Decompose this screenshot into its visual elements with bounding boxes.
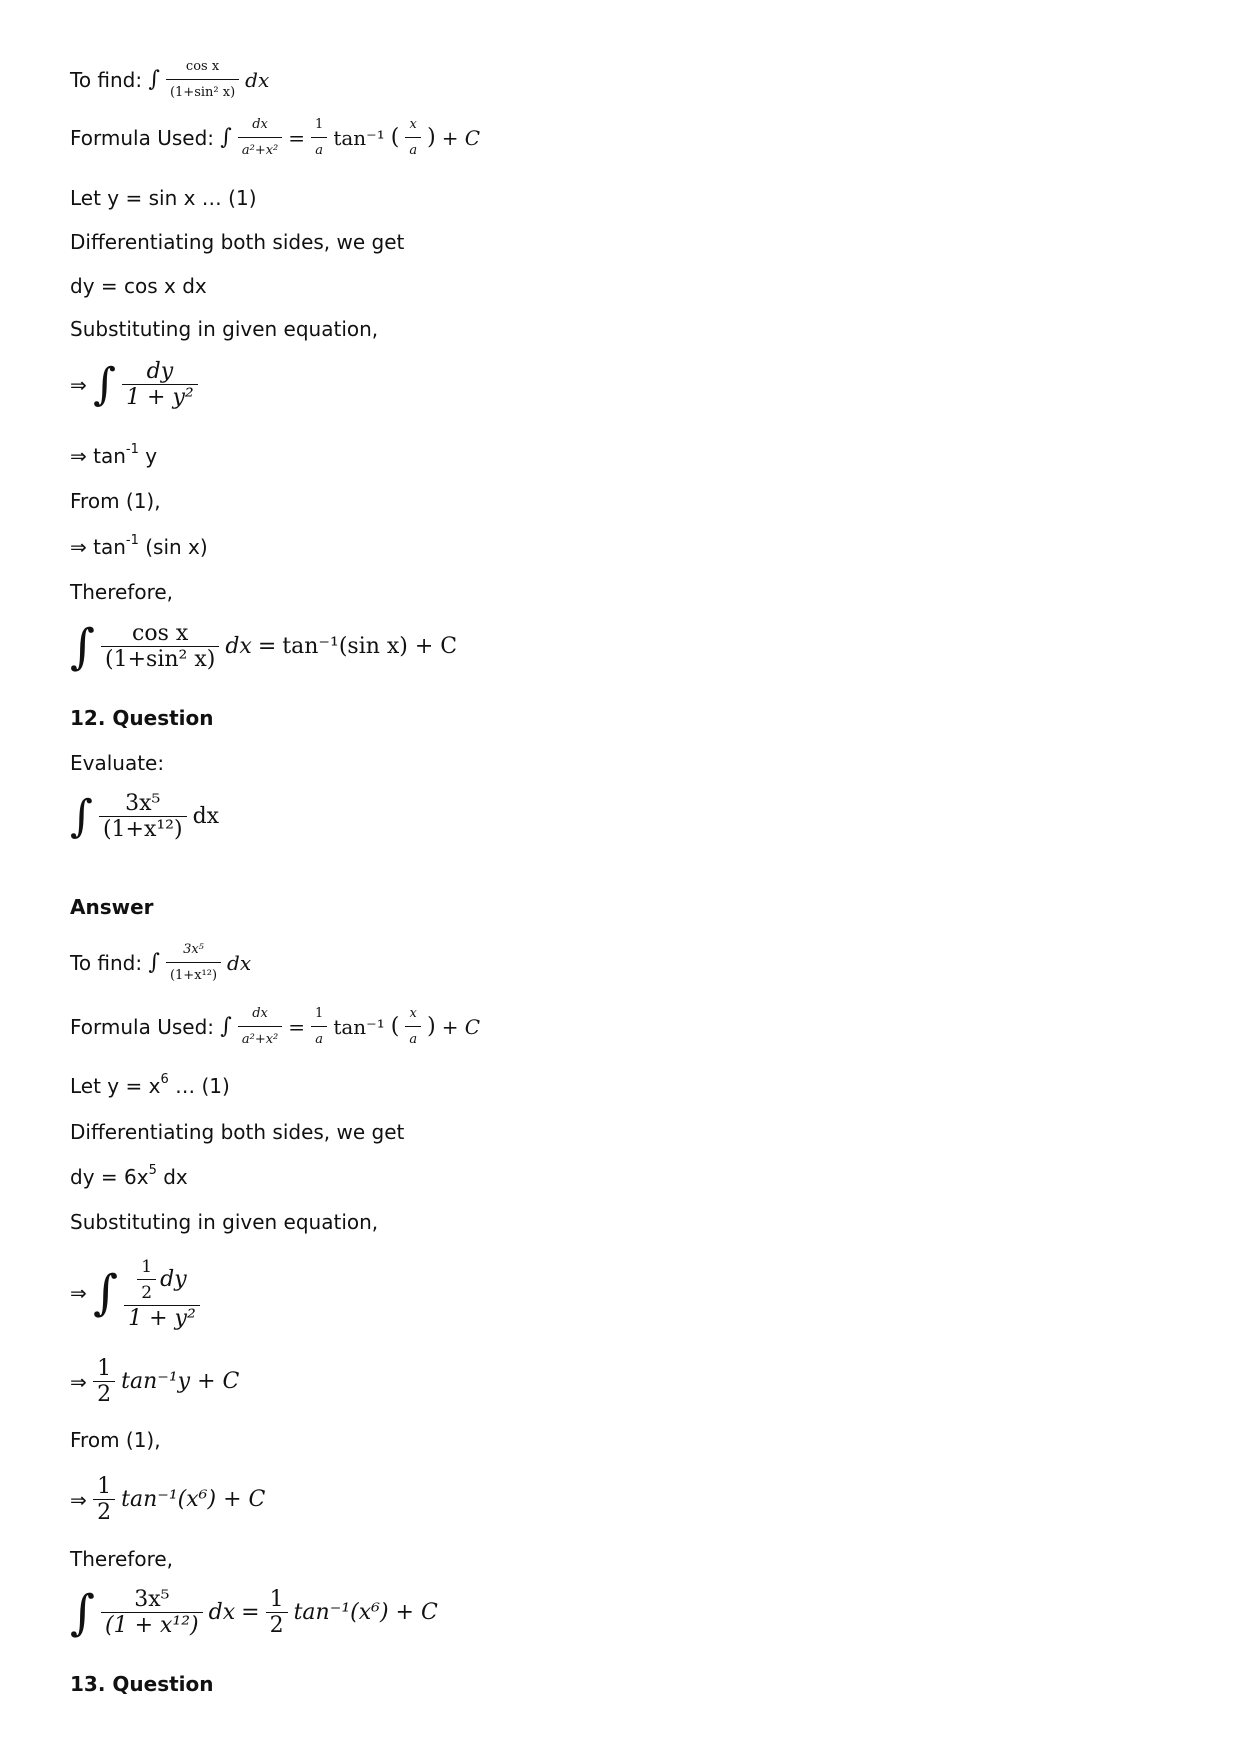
let-text: Let y = x [70,1074,161,1098]
numerator: 1 [97,1356,112,1381]
numerator: x [409,1006,417,1021]
to-find-expression-1 [148,55,269,105]
fraction [238,1002,282,1052]
implies-arrow: ⇒ [70,1281,87,1305]
differentiating-line-1: Differentiating both sides, we get [70,230,405,254]
superscript: 6 [160,1072,169,1088]
formula-label: Formula Used: [70,1015,215,1039]
to-find-line-2 [70,938,251,988]
fraction-one-over-a [311,1002,327,1052]
equals: = [257,634,277,659]
tan-text: tan [93,535,126,559]
numerator: 3x⁵ [134,1587,170,1612]
denominator: 1 + y² [122,384,198,410]
implies-arrow: ⇒ [70,373,87,397]
numerator: 1 [315,117,324,132]
expression [93,1475,265,1525]
question-13-title: 13. Question [70,1672,214,1696]
let-line-1: Let y = sin x … (1) [70,186,257,210]
integral-sign: ∫ [70,791,93,842]
step-integral-dy-1 [70,360,198,410]
plus-c: + C [441,1015,481,1039]
denominator: 2 [137,1279,156,1305]
answer-heading: Answer [70,895,154,919]
numerator [133,1255,190,1305]
numerator: 1 [269,1587,284,1612]
half-fraction [137,1255,156,1305]
dx: dx [208,1600,236,1625]
close-paren: ) [427,1014,436,1039]
expression [70,1585,438,1641]
formula-line-1 [70,113,480,163]
equals: = [288,126,306,150]
fraction [166,938,221,988]
tan-inverse-x6-c: tan⁻¹(x⁶) + C [121,1487,266,1512]
open-paren: ( [390,1014,400,1039]
to-find-label: To find: [70,951,143,975]
result-rhs: tan⁻¹(x⁶) + C [293,1600,438,1625]
equals: = [288,1015,306,1039]
to-find-line-1 [70,55,269,105]
numerator: 3x⁵ [183,942,204,957]
let-tail: … (1) [168,1074,230,1098]
numerator: 1 [141,1257,153,1277]
half-fraction [93,1475,115,1525]
fraction [166,55,239,105]
formula-expression-1 [220,113,480,163]
numerator: 1 [315,1006,324,1021]
dx: dx [227,951,252,975]
denominator: (1+sin² x) [101,646,219,672]
equals: = [241,1600,260,1625]
substituting-line-1: Substituting in given equation, [70,317,379,341]
denominator: a [405,137,421,163]
implies-arrow: ⇒ [70,535,87,559]
result-rhs: tan⁻¹(sin x) + C [282,634,458,659]
evaluate-label: Evaluate: [70,751,165,775]
integral-sign: ∫ [220,125,232,150]
tan-text: tan [93,444,126,468]
to-find-label: To find: [70,68,143,92]
formula-label: Formula Used: [70,126,215,150]
denominator: a [405,1026,421,1052]
integral-sign: ∫ [70,1585,96,1641]
fraction-one-over-a [311,113,327,163]
denominator: a²+x² [238,137,282,163]
denominator: 1 + y² [124,1305,200,1331]
numerator: dx [252,1006,268,1021]
fraction [101,1588,203,1638]
integral-sign: ∫ [93,359,117,410]
formula-line-2 [70,1002,480,1052]
denominator: (1+sin² x) [166,79,239,105]
fraction [124,1255,200,1331]
to-find-expression-2 [148,938,251,988]
dy-tail: dx [156,1165,188,1189]
denominator: a [311,1026,327,1052]
dx: dx [245,68,270,92]
plus-c: + C [441,126,481,150]
denominator: (1+x¹²) [166,962,221,988]
numerator: 1 [97,1474,112,1499]
fraction [238,113,282,163]
half-fraction [266,1588,288,1638]
implies-arrow: ⇒ [70,1488,87,1512]
tan-inverse-sinx-line [70,535,208,559]
numerator: cos x [185,59,220,74]
integral-sign: ∫ [70,619,96,675]
expression [70,619,458,675]
numerator: x [409,117,417,132]
fraction-x-over-a [405,1002,421,1052]
dy-line-1: dy = cos x dx [70,274,207,298]
substituting-line-2: Substituting in given equation, [70,1210,379,1234]
expression [93,360,198,410]
tan-inverse: tan⁻¹ [333,1015,385,1039]
tan-inverse: tan⁻¹ [333,126,385,150]
denominator: 2 [93,1381,115,1407]
step-integral-half-dy [70,1255,200,1331]
expression [70,792,219,842]
close-paren: ) [427,125,436,150]
integral-sign: ∫ [148,950,160,975]
fraction-x-over-a [405,113,421,163]
open-paren: ( [390,125,400,150]
superscript: -1 [125,442,139,458]
denominator: (1+x¹²) [99,816,187,842]
half-fraction [93,1357,115,1407]
dy: dy [160,1267,187,1292]
fraction [101,622,219,672]
superscript: 5 [148,1163,157,1179]
fraction [99,792,187,842]
expression [93,1255,200,1331]
result-equation-1 [70,619,458,675]
dy-line-2 [70,1165,188,1189]
implies-arrow: ⇒ [70,444,87,468]
therefore-line-2: Therefore, [70,1547,174,1571]
dx: dx [225,634,252,659]
differentiating-line-2: Differentiating both sides, we get [70,1120,405,1144]
superscript: -1 [125,533,139,549]
numerator: 3x⁵ [125,791,161,816]
step-half-tan-inverse-x6 [70,1475,265,1525]
denominator: 2 [266,1612,288,1638]
denominator: a [311,137,327,163]
denominator: (1 + x¹²) [101,1612,203,1638]
numerator: dx [252,117,268,132]
question-12-title: 12. Question [70,706,214,730]
integral-sign: ∫ [93,1265,119,1321]
question-12-expression [70,792,219,842]
dy-text: dy = 6x [70,1165,149,1189]
therefore-line-1: Therefore, [70,580,174,604]
dx: dx [192,804,220,829]
tan-argument: (sin x) [138,535,208,559]
integral-sign: ∫ [148,67,160,92]
let-line-2 [70,1074,230,1098]
step-half-tan-inverse-y [70,1357,239,1407]
tan-inverse-y-c: tan⁻¹y + C [121,1369,240,1394]
numerator: dy [146,359,174,384]
denominator: a²+x² [238,1026,282,1052]
tan-inverse-y-line [70,444,157,468]
integral-sign: ∫ [220,1014,232,1039]
numerator: cos x [132,621,189,646]
from-1-line-a: From (1), [70,489,161,513]
expression [93,1357,239,1407]
fraction [122,360,198,410]
tan-argument: y [138,444,158,468]
result-equation-2 [70,1585,438,1641]
implies-arrow: ⇒ [70,1370,87,1394]
denominator: 2 [93,1499,115,1525]
from-1-line-b: From (1), [70,1428,161,1452]
formula-expression-2 [220,1002,480,1052]
